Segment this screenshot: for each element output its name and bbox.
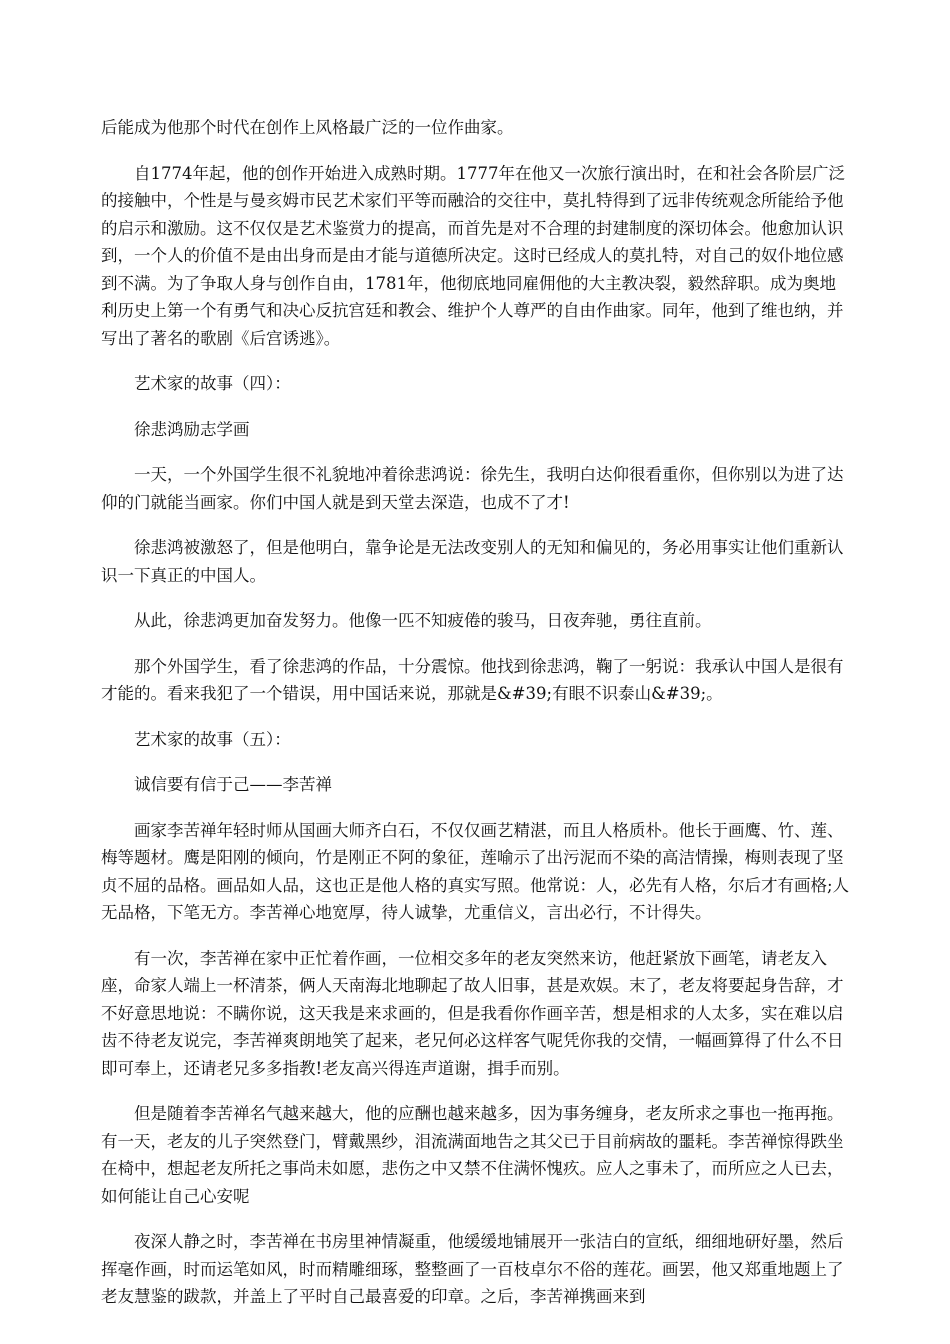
paragraph-xu-1: 一天，一个外国学生很不礼貌地冲着徐悲鸿说：徐先生，我明白达仰很看重你，但你别以为进了达仰的门就能当画家。你们中国人就是到天堂去深造，也成不了才!	[101, 465, 844, 512]
paragraph-li-1: 画家李苦禅年轻时师从国画大师齐白石，不仅仅画艺精湛，而且人格质朴。他长于画鹰、竹、莲、梅等题材。鹰是阳刚的倾向，竹是刚正不阿的象征，莲喻示了出污泥而不染的高洁情操，梅则表现了坚贞不屈的品格。画品如人品，这也正是他人格的真实写照。他常说：人，必先有人格，尔后才有画格;人无品格，下笔无方。李苦禅心地宽厚，待人诚挚，尤重信义，言出必行，不计得失。	[101, 820, 850, 922]
paragraph-mozart: 自1774年起，他的创作开始进入成熟时期。1777年在他又一次旅行演出时，在和社会各阶层广泛的接触中，个性是与曼亥姆市民艺术家们平等而融洽的交往中，莫扎特得到了远非传统观念所能给予他的启示和激励。这不仅仅是艺术鉴赏力的提高，而首先是对不合理的封建制度的深切体会。他愈加认识到，一个人的价值不是由出身而是由才能与道德所决定。这时已经成人的莫扎特，对自己的奴仆地位感到不满。为了争取人身与创作自由，1781年，他彻底地同雇佣他的大主教决裂，毅然辞职。成为奥地利历史上第一个有勇气和决心反抗宫廷和教会、维护个人尊严的自由作曲家。同年，他到了维也纳，并写出了著名的歌剧《后宫诱逃》。	[101, 163, 845, 348]
paragraph-li-2: 有一次，李苦禅在家中正忙着作画，一位相交多年的老友突然来访，他赶紧放下画笔，请老友入座，命家人端上一杯清茶，俩人天南海北地聊起了故人旧事，甚是欢娱。末了，老友将要起身告辞，才不好意思地说：不瞒你说，这天我是来求画的，但是我看你作画辛苦，想是相求的人太多，实在难以启齿不待老友说完，李苦禅爽朗地笑了起来，老兄何必这样客气呢凭你我的交情，一幅画算得了什么不日即可奉上，还请老兄多多指教!老友高兴得连声道谢，揖手而别。	[101, 948, 844, 1078]
paragraph-li-4: 夜深人静之时，李苦禅在书房里神情凝重，他缓缓地铺展开一张洁白的宣纸，细细地研好墨，然后挥毫作画，时而运笔如风，时而精雕细琢，整整画了一百枝卓尔不俗的莲花。画罢，他又郑重地题上了老友慧鉴的跋款，并盖上了平时自己最喜爱的印章。之后，李苦禅携画来到	[101, 1232, 844, 1306]
paragraph-continuation: 后能成为他那个时代在创作上风格最广泛的一位作曲家。	[101, 118, 514, 137]
paragraph-li-3: 但是随着李苦禅名气越来越大，他的应酬也越来越多，因为事务缠身，老友所求之事也一拖再拖。有一天，老友的儿子突然登门，臂戴黑纱，泪流满面地告之其父已于目前病故的噩耗。李苦禅惊得跌坐在椅中，想起老友所托之事尚未如愿，悲伤之中又禁不住满怀愧疚。应人之事未了，而所应之人已去，如何能让自己心安呢	[101, 1104, 844, 1206]
section-heading-5: 艺术家的故事（五）：	[134, 729, 291, 749]
story-title-li-kuchan: 诚信要有信于己——李苦禅	[134, 775, 332, 794]
paragraph-xu-4: 那个外国学生，看了徐悲鸿的作品，十分震惊。他找到徐悲鸿，鞠了一躬说：我承认中国人是很有才能的。看来我犯了一个错误，用中国话来说，那就是&#39;有眼不识泰山&#39;。	[101, 656, 844, 703]
paragraph-xu-2: 徐悲鸿被激怒了，但是他明白，靠争论是无法改变别人的无知和偏见的，务必用事实让他们重新认识一下真正的中国人。	[101, 538, 844, 585]
document-body	[101, 114, 851, 1329]
story-title-xu-beihong: 徐悲鸿励志学画	[134, 419, 250, 439]
paragraph-xu-3: 从此，徐悲鸿更加奋发努力。他像一匹不知疲倦的骏马，日夜奔驰，勇往直前。	[134, 611, 712, 630]
section-heading-4: 艺术家的故事（四）：	[134, 374, 291, 393]
